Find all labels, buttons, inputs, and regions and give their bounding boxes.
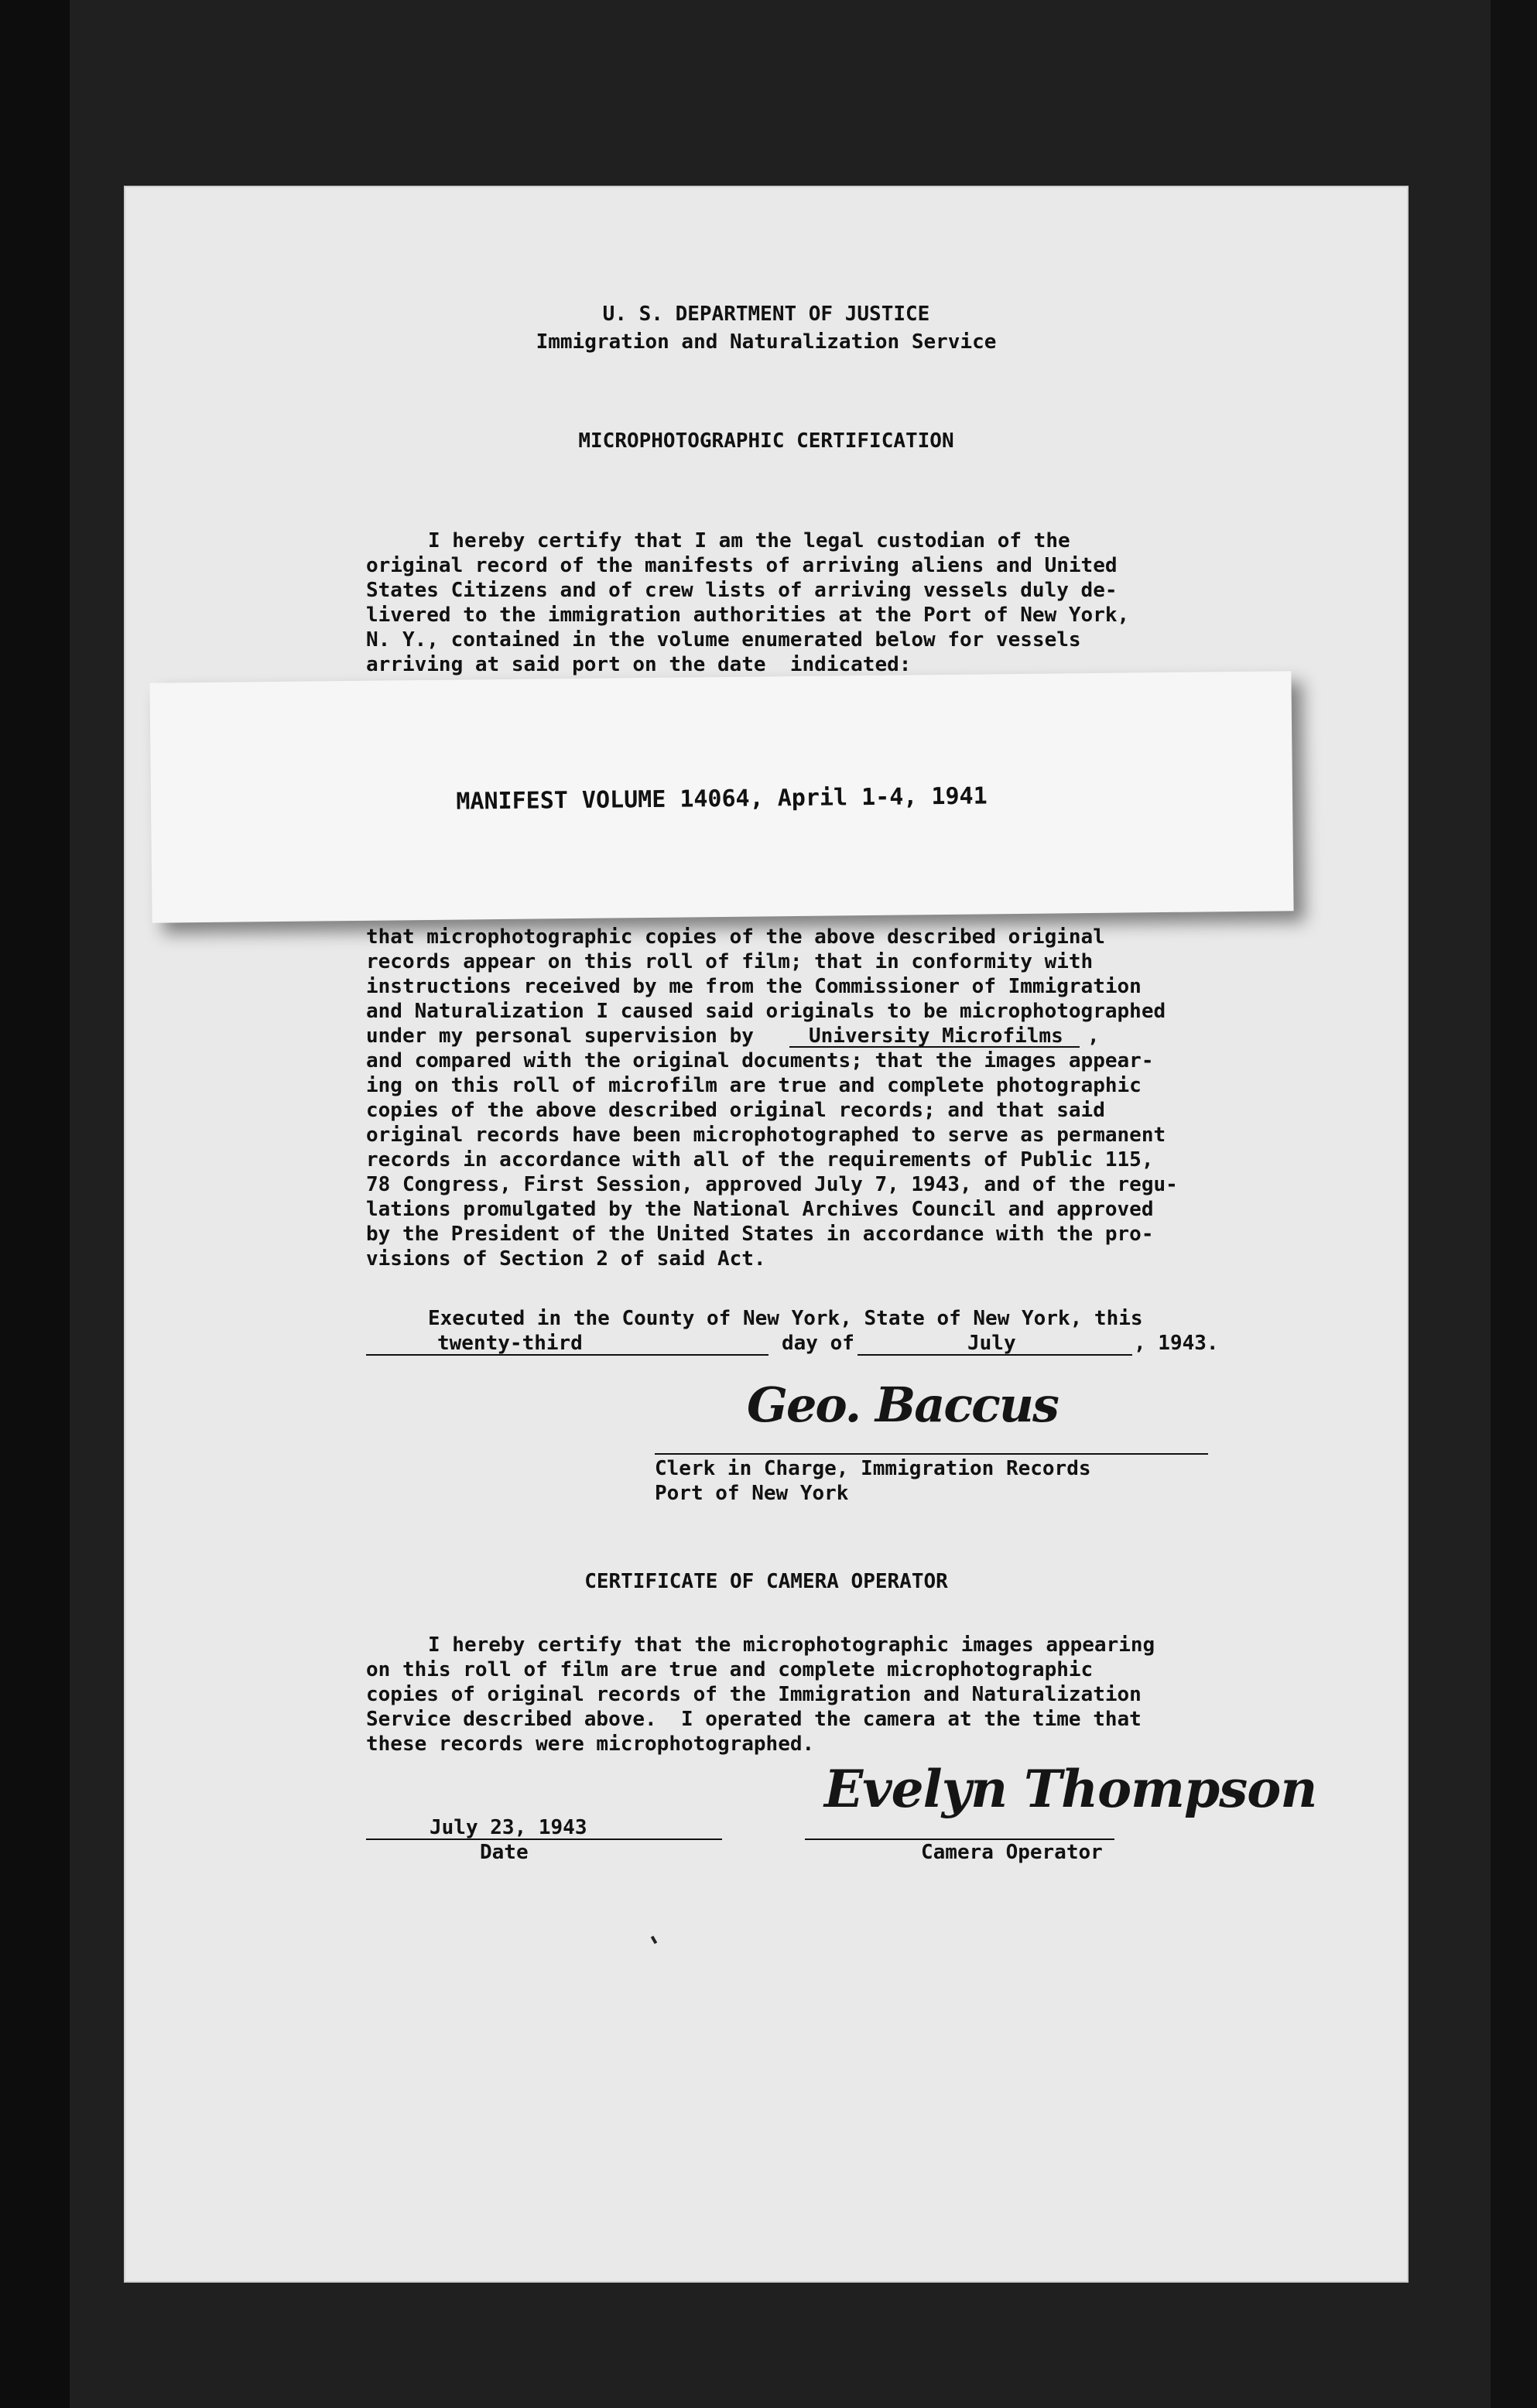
supervisor-comma: , [1087, 1024, 1100, 1048]
body-line: records appear on this roll of film; that in conformity with [366, 950, 1094, 973]
body-line: visions of Section 2 of said Act. [366, 1247, 766, 1271]
executed-month-value: July [967, 1332, 1016, 1355]
intro-line: States Citizens and of crew lists of arriving vessels duly de- [366, 579, 1118, 602]
page-title: MICROPHOTOGRAPHIC CERTIFICATION [578, 429, 954, 453]
intro-line: livered to the immigration authorities at the Port of New York, [366, 604, 1130, 627]
body-line: under my personal supervision by [366, 1024, 754, 1048]
clerk-title-line: Clerk in Charge, Immigration Records [655, 1457, 1091, 1480]
certificate-page [124, 186, 1409, 2283]
camera-text-line: copies of original records of the Immigration and Naturalization [366, 1683, 1142, 1706]
executed-line: Executed in the County of New York, State of New York, this [428, 1307, 1143, 1330]
intro-line: N. Y., contained in the volume enumerated below for vessels [366, 628, 1081, 652]
month-underline [858, 1354, 1132, 1356]
camera-text-line: these records were microphotographed. [366, 1732, 815, 1756]
body-line: and compared with the original documents; that the images appear- [366, 1049, 1154, 1072]
body-line: copies of the above described original records; and that said [366, 1099, 1105, 1122]
body-line: ing on this roll of microfilm are true and complete photographic [366, 1074, 1142, 1097]
intro-line: I hereby certify that I am the legal custodian of the [428, 529, 1070, 552]
supervisor-name: University Microfilms [809, 1024, 1063, 1048]
body-line: instructions received by me from the Commissioner of Immigration [366, 975, 1142, 998]
film-speck [651, 1936, 657, 1945]
intro-line: arriving at said port on the date indicated: [366, 653, 912, 676]
intro-line: original record of the manifests of arriving aliens and United [366, 554, 1118, 577]
executed-day-value: twenty-third [437, 1332, 583, 1355]
clerk-signature-line [655, 1453, 1208, 1455]
manifest-volume-label: MANIFEST VOLUME 14064, April 1-4, 1941 [456, 782, 988, 816]
operator-label: Camera Operator [921, 1841, 1103, 1864]
film-edge-right [1491, 0, 1537, 2408]
body-line: and Naturalization I caused said originals to be microphotographed [366, 1000, 1166, 1023]
body-line: lations promulgated by the National Archives Council and approved [366, 1198, 1154, 1221]
body-line: records in accordance with all of the requirements of Public 115, [366, 1148, 1154, 1172]
camera-text-line: I hereby certify that the microphotographic images appearing [428, 1633, 1155, 1657]
date-label: Date [480, 1841, 529, 1864]
day-underline [366, 1354, 768, 1356]
department-heading: U. S. DEPARTMENT OF JUSTICE [602, 303, 930, 326]
supervisor-underline [789, 1046, 1080, 1048]
date-underline [366, 1838, 722, 1840]
camera-text-line: Service described above. I operated the camera at the time that [366, 1708, 1142, 1731]
body-line: by the President of the United States in accordance with the pro- [366, 1223, 1154, 1246]
clerk-title-line: Port of New York [655, 1482, 849, 1505]
executed-day-of: day of [782, 1332, 854, 1355]
clerk-signature: Geo. Baccus [747, 1377, 1058, 1433]
body-line: that microphotographic copies of the above described original [366, 925, 1105, 949]
operator-signature: Evelyn Thompson [824, 1759, 1317, 1819]
service-heading: Immigration and Naturalization Service [536, 330, 997, 354]
camera-certificate-title: CERTIFICATE OF CAMERA OPERATOR [584, 1570, 948, 1593]
executed-year: , 1943. [1134, 1332, 1219, 1355]
date-value: July 23, 1943 [430, 1816, 587, 1839]
film-edge-left [0, 0, 70, 2408]
manifest-slip [149, 671, 1293, 922]
body-line: 78 Congress, First Session, approved July 7, 1943, and of the regu- [366, 1173, 1178, 1196]
body-line: original records have been microphotographed to serve as permanent [366, 1124, 1166, 1147]
camera-text-line: on this roll of film are true and complete microphotographic [366, 1658, 1094, 1681]
